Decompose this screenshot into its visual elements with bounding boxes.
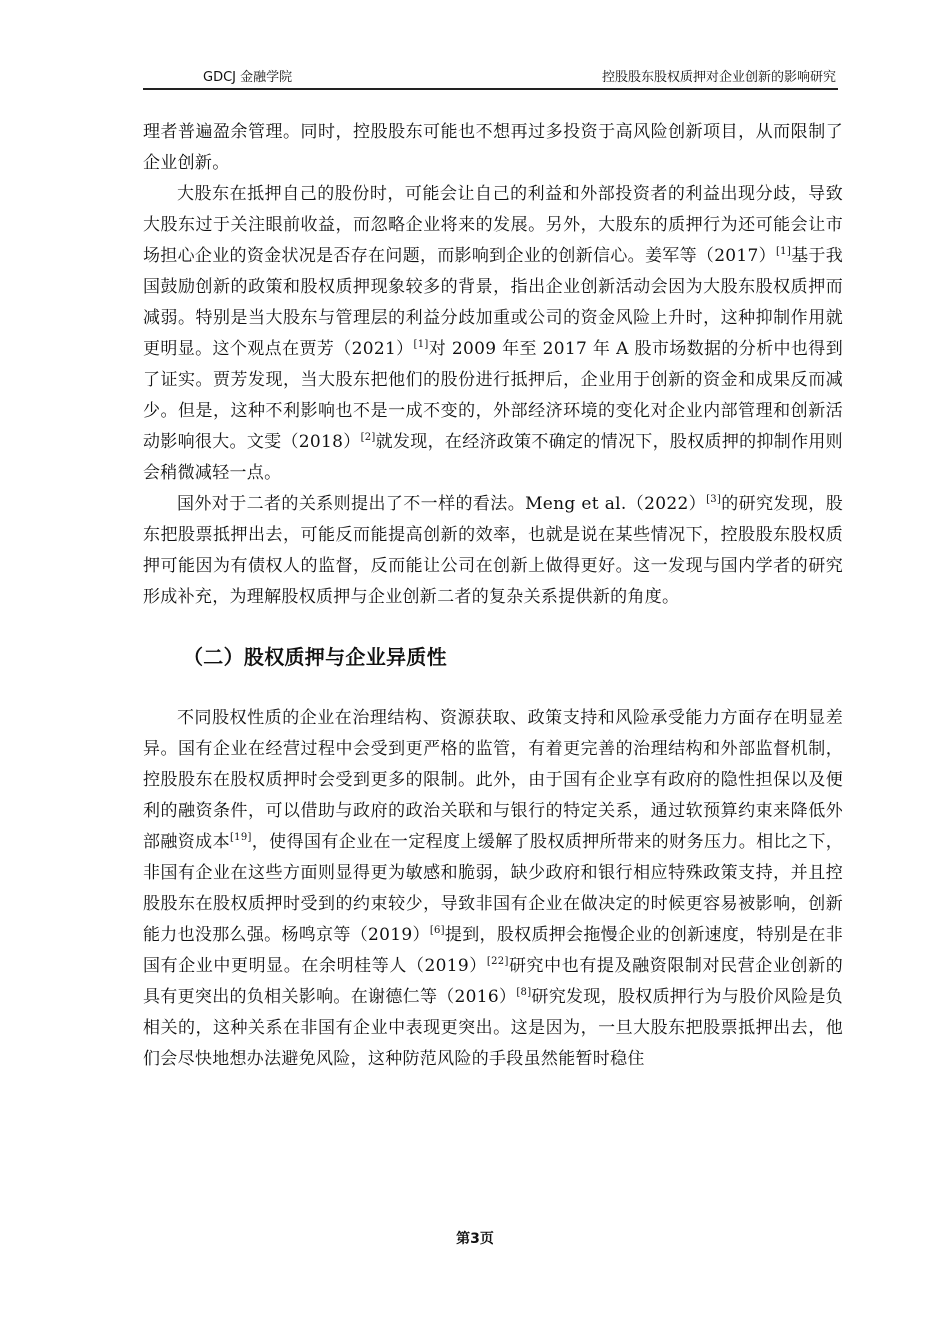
paragraph-4: 不同股权性质的企业在治理结构、资源获取、政策支持和风险承受能力方面存在明显差异。国有企业在经营过程中会受到更严格的监管，有着更完善的治理结构和外部监督机制，控股股东在股权质押时会受到更多的限制。此外，由于国有企业享有政府的隐性担保以及便利的融资条件，可以借助与政府的政治关联和与银行的特定关系，通过软预算约束来降低外部融资成本[19]，使得国有企业在一定程度上缓解了股权质押所带来的财务压力。相比之下，非国有企业在这些方面则显得更为敏感和脆弱，缺少政府和银行相应特殊政策支持，并且控股股东在股权质押时受到的约束较少，导致非国有企业在做决定的时候更容易被影响，创新能力也没那么强。杨鸣京等（2019）[6]提到，股权质押会拖慢企业的创新速度，特别是在非国有企业中更明显。在余明桂等人（2019）[22]研究中也有提及融资限制对民营企业创新的具有更突出的负相关影响。在谢德仁等（2016）[8]研究发现，股权质押行为与股价风险是负相关的，这种关系在非国有企业中表现更突出。这是因为，一旦大股东把股票抵押出去，他们会尽快地想办法避免风险，这种防范风险的手段虽然能暂时稳住 [143,708,844,1069]
section-heading: （二）股权质押与企业异质性 [183,645,447,669]
header-institution: GDCJ 金融学院 [203,70,293,85]
citation-ref: [22] [486,956,509,967]
citation-ref: [1] [775,246,792,257]
citation-ref: [3] [706,494,722,505]
citation-ref: [19] [229,832,252,843]
citation-ref: [6] [429,925,445,936]
citation-ref: [1] [413,339,429,350]
paper-body [143,117,843,1075]
page-header [143,62,838,90]
page-number: 第3页 [456,1231,494,1247]
citation-ref: [8] [516,987,532,998]
paragraph-2: 大股东在抵押自己的股份时，可能会让自己的利益和外部投资者的利益出现分歧，导致大股东过于关注眼前收益，而忽略企业将来的发展。另外，大股东的质押行为还可能会让市场担心企业的资金状况是否存在问题，而影响到企业的创新信心。姜军等（2017）[1]基于我国鼓励创新的政策和股权质押现象较多的背景，指出企业创新活动会因为大股东股权质押而减弱。特别是当大股东与管理层的利益分歧加重或公司的资金风险上升时，这种抑制作用就更明显。这个观点在贾芳（2021）[1]对 2009 年至 2017 年 A 股市场数据的分析中也得到了证实。贾芳发现，当大股东把他们的股份进行抵押后，企业用于创新的资金和成果反而减少。但是，这种不利影响也不是一成不变的，外部经济环境的变化对企业内部管理和创新活动影响很大。文雯（2018）[2]就发现，在经济政策不确定的情况下，股权质押的抑制作用则会稍微减轻一点。 [143,184,843,483]
citation-ref: [2] [360,432,376,443]
paragraph-1: 理者普遍盈余管理。同时，控股股东可能也不想再过多投资于高风险创新项目，从而限制了企业创新。 [143,122,843,173]
header-paper-title: 控股股东股权质押对企业创新的影响研究 [601,70,836,85]
paragraph-3: 国外对于二者的关系则提出了不一样的看法。Meng et al.（2022）[3]的研究发现，股东把股票抵押出去，可能反而能提高创新的效率，也就是说在某些情况下，控股股东股权质押可能因为有债权人的监督，反而能让公司在创新上做得更好。这一发现与国内学者的研究形成补充，为理解股权质押与企业创新二者的复杂关系提供新的角度。 [143,494,843,607]
